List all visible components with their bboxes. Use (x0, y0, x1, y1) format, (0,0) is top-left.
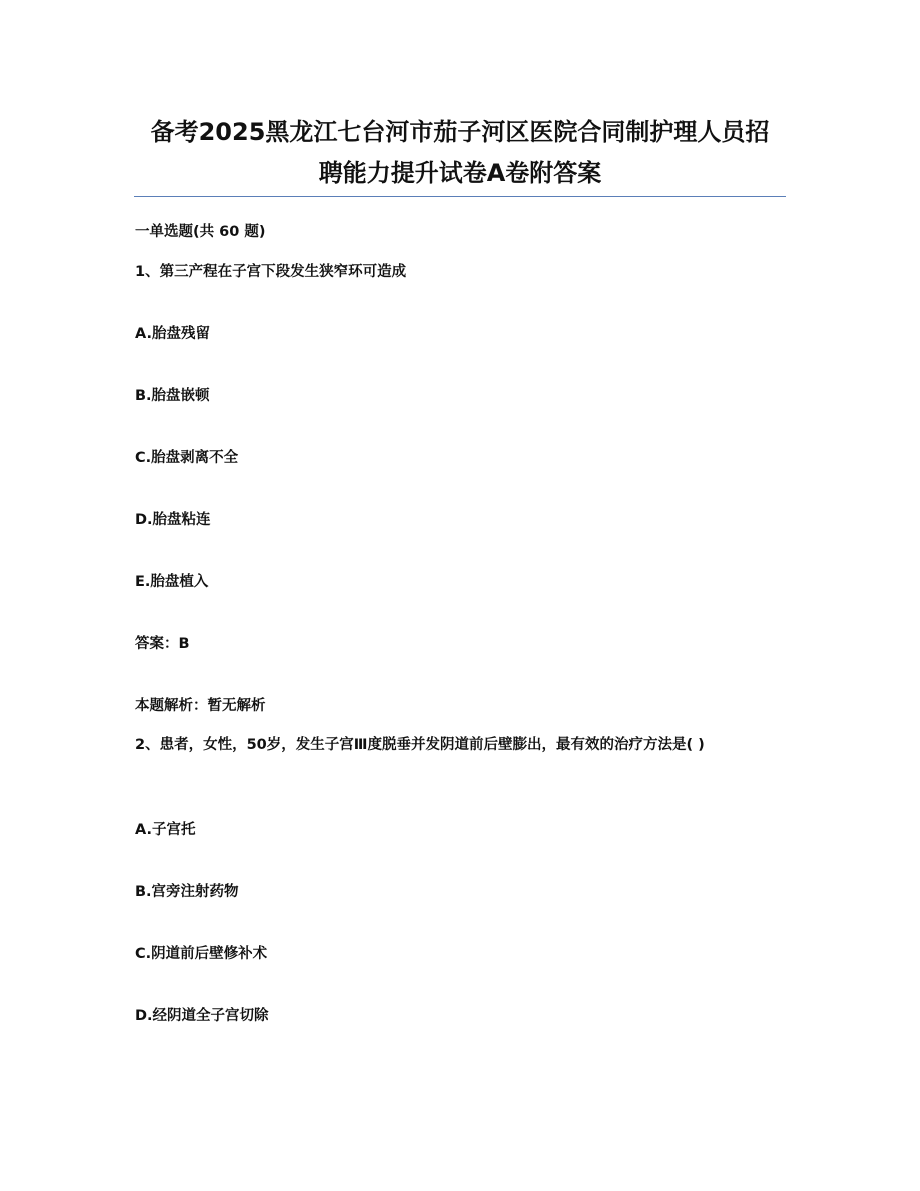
document-title (100, 112, 820, 194)
question-1-answer: 答案：B (135, 636, 190, 652)
question-1-option-b: B.胎盘嵌顿 (135, 388, 210, 404)
title-divider (134, 196, 786, 197)
section-header: 一单选题(共 60 题) (135, 224, 266, 240)
question-2-option-a: A.子宫托 (135, 822, 196, 838)
question-1-option-c: C.胎盘剥离不全 (135, 450, 239, 466)
question-1-option-e: E.胎盘植入 (135, 574, 209, 590)
question-1-option-d: D.胎盘粘连 (135, 512, 211, 528)
question-2-option-d: D.经阴道全子宫切除 (135, 1008, 269, 1024)
question-2-stem: 2、患者，女性，50岁，发生子宫Ⅲ度脱垂并发阴道前后壁膨出，最有效的治疗方法是( ) (135, 737, 705, 753)
question-1-analysis: 本题解析：暂无解析 (135, 698, 266, 714)
question-2-option-c: C.阴道前后壁修补术 (135, 946, 268, 962)
question-1-stem: 1、第三产程在子宫下段发生狭窄环可造成 (135, 264, 407, 280)
question-2-option-b: B.宫旁注射药物 (135, 884, 239, 900)
title-line-1: 备考2025黑龙江七台河市茄子河区医院合同制护理人员招 (150, 118, 770, 146)
question-1-option-a: A.胎盘残留 (135, 326, 210, 342)
title-line-2: 聘能力提升试卷A卷附答案 (318, 159, 602, 187)
